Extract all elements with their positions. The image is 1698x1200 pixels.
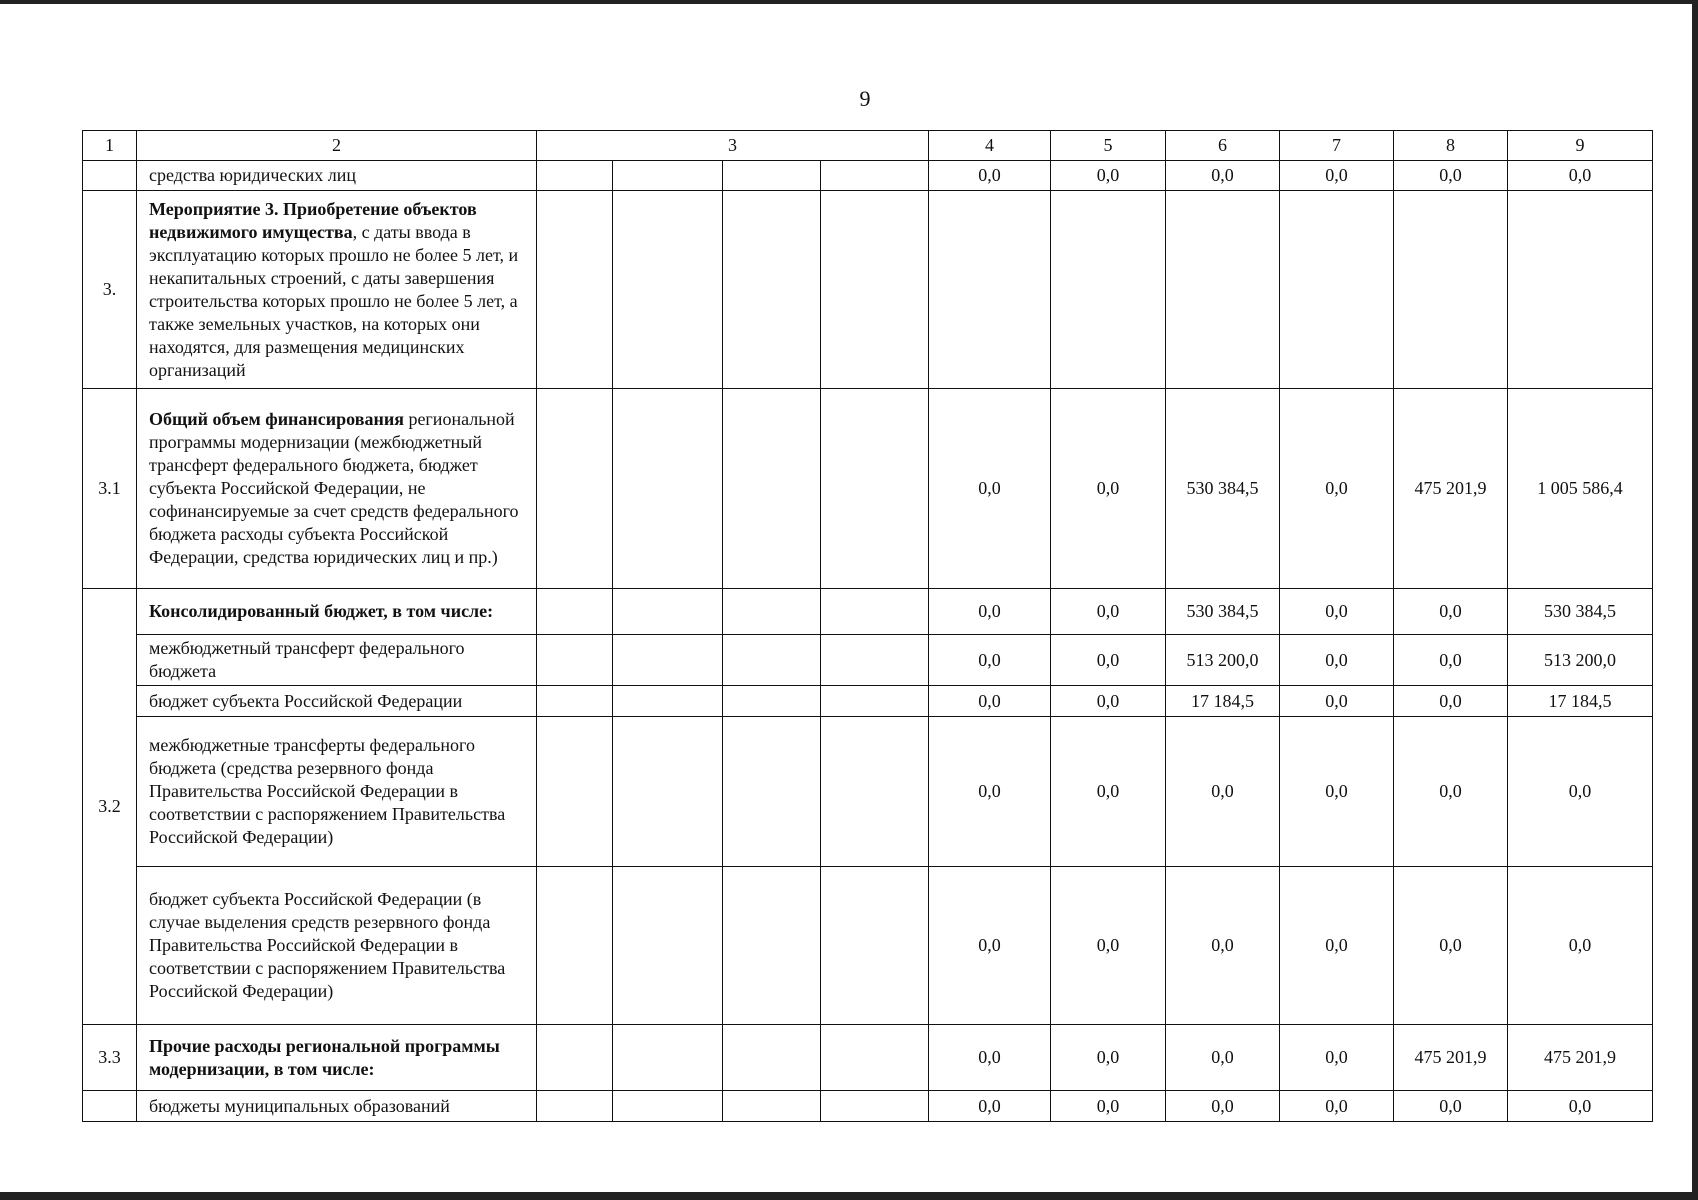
value-cell: 513 200,0 — [1508, 635, 1653, 686]
table-row — [83, 686, 1653, 717]
row-label: бюджеты муниципальных образований — [137, 1091, 537, 1122]
value-cell: 0,0 — [929, 1091, 1051, 1122]
value-cell: 0,0 — [1166, 161, 1280, 191]
value-cell: 0,0 — [1394, 717, 1508, 867]
value-cell: 0,0 — [1508, 1091, 1653, 1122]
value-cell: 475 201,9 — [1508, 1025, 1653, 1091]
value-cell: 0,0 — [1394, 867, 1508, 1025]
value-cell: 0,0 — [1508, 867, 1653, 1025]
value-cell: 0,0 — [929, 867, 1051, 1025]
table-row — [83, 191, 1653, 389]
value-cell: 0,0 — [929, 1025, 1051, 1091]
page-number: 9 — [859, 86, 871, 111]
value-cell: 0,0 — [929, 589, 1051, 635]
table-row — [83, 717, 1653, 867]
table-row — [83, 1091, 1653, 1122]
value-cell: 0,0 — [1280, 1025, 1394, 1091]
value-cell: 0,0 — [1166, 1025, 1280, 1091]
value-cell: 0,0 — [1394, 635, 1508, 686]
value-cell: 17 184,5 — [1508, 686, 1653, 717]
row-label-text: региональной программы модернизации (межбюджетный трансферт федерального бюджета, бюджет субъекта Российской Федерации, не софинансируемые за счет средств федерального бюджета расходы субъекта Российской Федерации, средства юридических лиц и пр.) — [149, 409, 519, 567]
row-label: средства юридических лиц — [137, 161, 537, 191]
value-cell: 0,0 — [929, 161, 1051, 191]
table-row — [83, 389, 1653, 589]
row-label — [137, 389, 537, 589]
value-cell: 0,0 — [1166, 1091, 1280, 1122]
value-cell: 0,0 — [1051, 1025, 1166, 1091]
row-number: 3.2 — [83, 589, 137, 1025]
scan-border-top — [0, 0, 1698, 4]
value-cell: 0,0 — [1280, 589, 1394, 635]
row-label: бюджет субъекта Российской Федерации (в случае выделения средств резервного фонда Правительства Российской Федерации в соответствии с распоряжением Правительства Российской Федерации) — [137, 867, 537, 1025]
header-cell: 9 — [1508, 131, 1653, 161]
row-label-text: , с даты ввода в эксплуатацию которых прошло не более 5 лет, и некапитальных строений, с даты завершения строительства которых прошло не более 5 лет, а также земельных участков, на которых они находятся, для размещения медицинских организаций — [149, 221, 519, 380]
value-cell: 0,0 — [1051, 867, 1166, 1025]
scan-border-bottom — [0, 1192, 1698, 1200]
value-cell: 0,0 — [1508, 161, 1653, 191]
value-cell: 0,0 — [1166, 717, 1280, 867]
header-row — [83, 131, 1653, 161]
header-cell: 3 — [537, 131, 929, 161]
value-cell: 0,0 — [929, 635, 1051, 686]
row-label-bold: Прочие расходы региональной программы модернизации, в том числе: — [149, 1035, 500, 1079]
value-cell: 0,0 — [1051, 1091, 1166, 1122]
row-label — [137, 1025, 537, 1091]
value-cell: 530 384,5 — [1166, 589, 1280, 635]
value-cell: 0,0 — [1166, 867, 1280, 1025]
value-cell: 0,0 — [1394, 161, 1508, 191]
row-number: 3.1 — [83, 389, 137, 589]
value-cell: 530 384,5 — [1508, 589, 1653, 635]
table-row — [83, 635, 1653, 686]
value-cell: 0,0 — [1051, 161, 1166, 191]
value-cell: 0,0 — [1051, 589, 1166, 635]
row-label — [137, 589, 537, 635]
value-cell: 0,0 — [1280, 635, 1394, 686]
row-label-bold: Мероприятие 3. Приобретение объектов недвижимого имущества — [149, 198, 477, 242]
row-number: 3.3 — [83, 1025, 137, 1091]
value-cell: 0,0 — [1280, 867, 1394, 1025]
header-cell: 8 — [1394, 131, 1508, 161]
header-cell: 2 — [137, 131, 537, 161]
header-cell: 7 — [1280, 131, 1394, 161]
value-cell: 0,0 — [1280, 389, 1394, 589]
scan-border-right — [1692, 0, 1698, 1200]
value-cell: 0,0 — [1280, 161, 1394, 191]
value-cell: 0,0 — [929, 389, 1051, 589]
table-row — [83, 589, 1653, 635]
header-cell: 1 — [83, 131, 137, 161]
value-cell: 0,0 — [1394, 686, 1508, 717]
header-cell: 5 — [1051, 131, 1166, 161]
value-cell: 530 384,5 — [1166, 389, 1280, 589]
row-label-bold: Общий объем финансирования — [149, 409, 404, 429]
value-cell: 0,0 — [1051, 717, 1166, 867]
table-row — [83, 161, 1653, 191]
value-cell: 0,0 — [1394, 589, 1508, 635]
row-label-bold: Консолидированный бюджет, в том числе: — [149, 601, 494, 621]
table-row — [83, 867, 1653, 1025]
row-label: межбюджетный трансферт федерального бюджета — [137, 635, 537, 686]
value-cell: 0,0 — [1051, 635, 1166, 686]
row-label: бюджет субъекта Российской Федерации — [137, 686, 537, 717]
value-cell: 1 005 586,4 — [1508, 389, 1653, 589]
row-number: 3. — [83, 191, 137, 389]
value-cell: 0,0 — [1280, 1091, 1394, 1122]
value-cell: 17 184,5 — [1166, 686, 1280, 717]
value-cell: 475 201,9 — [1394, 1025, 1508, 1091]
value-cell: 0,0 — [1051, 389, 1166, 589]
value-cell: 0,0 — [1051, 686, 1166, 717]
header-cell: 6 — [1166, 131, 1280, 161]
budget-table — [82, 130, 1653, 1122]
value-cell: 0,0 — [1280, 686, 1394, 717]
value-cell: 0,0 — [1508, 717, 1653, 867]
value-cell: 0,0 — [929, 717, 1051, 867]
table-row — [83, 1025, 1653, 1091]
row-label — [137, 191, 537, 389]
header-cell: 4 — [929, 131, 1051, 161]
value-cell: 0,0 — [1394, 1091, 1508, 1122]
value-cell: 475 201,9 — [1394, 389, 1508, 589]
row-label: межбюджетные трансферты федерального бюджета (средства резервного фонда Правительства Российской Федерации в соответствии с распоряжением Правительства Российской Федерации) — [137, 717, 537, 867]
value-cell: 513 200,0 — [1166, 635, 1280, 686]
value-cell: 0,0 — [1280, 717, 1394, 867]
value-cell: 0,0 — [929, 686, 1051, 717]
